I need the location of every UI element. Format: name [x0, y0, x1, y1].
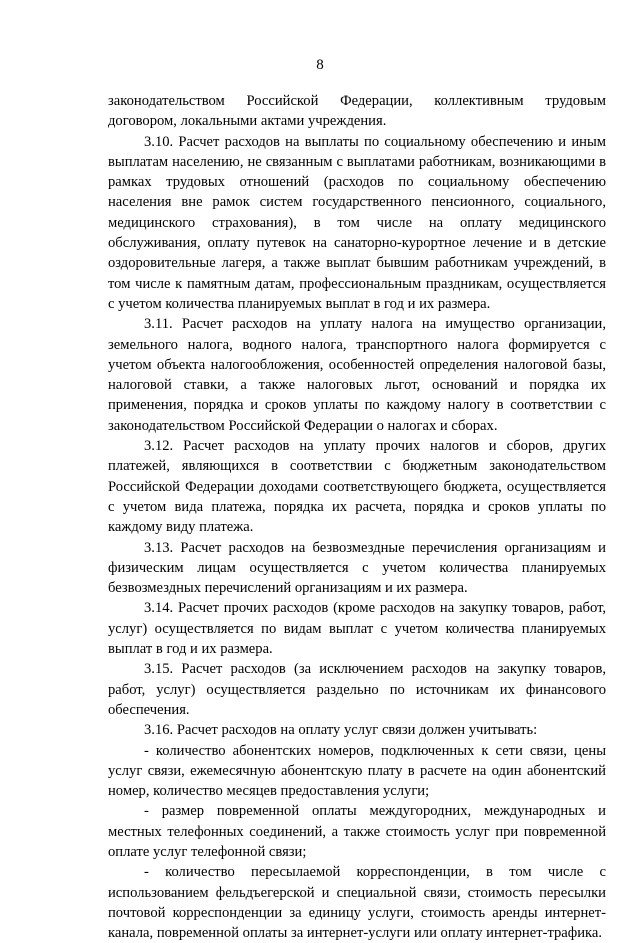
- paragraph-3-10: 3.10. Расчет расходов на выплаты по социальному обеспечению и иным выплатам населению, не связанным с выплатами работникам, возникающими в рамках трудовых отношений (расходов по социальному обеспечению населения вне рамок систем государственного пенсионного, социального, медицинского страхования), в том числе на оплату медицинского обслуживания, оплату путевок на санаторно-курортное лечение и в детские оздоровительные лагеря, а также выплат бывшим работникам учреждений, в том числе к памятным датам, профессиональным праздникам, осуществляется с учетом количества планируемых выплат в год и их размера.: [108, 133, 606, 312]
- paragraph-3-13: 3.13. Расчет расходов на безвозмездные перечисления организациям и физическим лицам осуществляется с учетом количества планируемых безвозмездных перечислений организациям и их размера.: [108, 539, 606, 597]
- document-body: [108, 91, 606, 943]
- list-item-timed-payment: - размер повременной оплаты междугородних, международных и местных телефонных соединений, а также стоимость услуг при повременной оплате услуг телефонной связи;: [108, 803, 606, 860]
- paragraph-3-14: 3.14. Расчет прочих расходов (кроме расходов на закупку товаров, работ, услуг) осуществляется по видам выплат с учетом количества планируемых выплат в год и их размера.: [108, 600, 606, 658]
- paragraph-3-11: 3.11. Расчет расходов на уплату налога на имущество организации, земельного налога, водного налога, транспортного налога формируется с учетом объекта налогообложения, особенностей определения налоговой базы, налоговой ставки, а также налоговых льгот, оснований и порядка их применения, порядка и сроков уплаты по каждому налогу в соответствии с законодательством Российской Федерации о налогах и сборах.: [108, 316, 606, 434]
- list-item-subscriber-numbers: - количество абонентских номеров, подключенных к сети связи, цены услуг связи, ежемесячную абонентскую плату в расчете на один абонентский номер, количество месяцев предоставления услуги;: [108, 742, 606, 800]
- paragraph-continuation: законодательством Российской Федерации, коллективным трудовым договором, локальными актами учреждения.: [108, 93, 606, 130]
- paragraph-3-12: 3.12. Расчет расходов на уплату прочих налогов и сборов, других платежей, являющихся в соответствии с бюджетным законодательством Российской Федерации доходами соответствующего бюджета, осуществляется с учетом вида платежа, порядка их расчета, порядка и сроков уплаты по каждому виду платежа.: [108, 438, 606, 536]
- page-number: 8: [316, 57, 324, 73]
- paragraph-3-15: 3.15. Расчет расходов (за исключением расходов на закупку товаров, работ, услуг) осуществляется раздельно по источникам их финансового обеспечения.: [108, 661, 606, 718]
- list-item-correspondence: - количество пересылаемой корреспонденции, в том числе с использованием фельдъегерской и специальной связи, стоимость пересылки почтовой корреспонденции за единицу услуги, стоимость аренды интернет-канала, повременной оплаты за интернет-услуги или оплату интернет-трафика.: [108, 864, 606, 942]
- paragraph-3-16: 3.16. Расчет расходов на оплату услуг связи должен учитывать:: [144, 722, 538, 739]
